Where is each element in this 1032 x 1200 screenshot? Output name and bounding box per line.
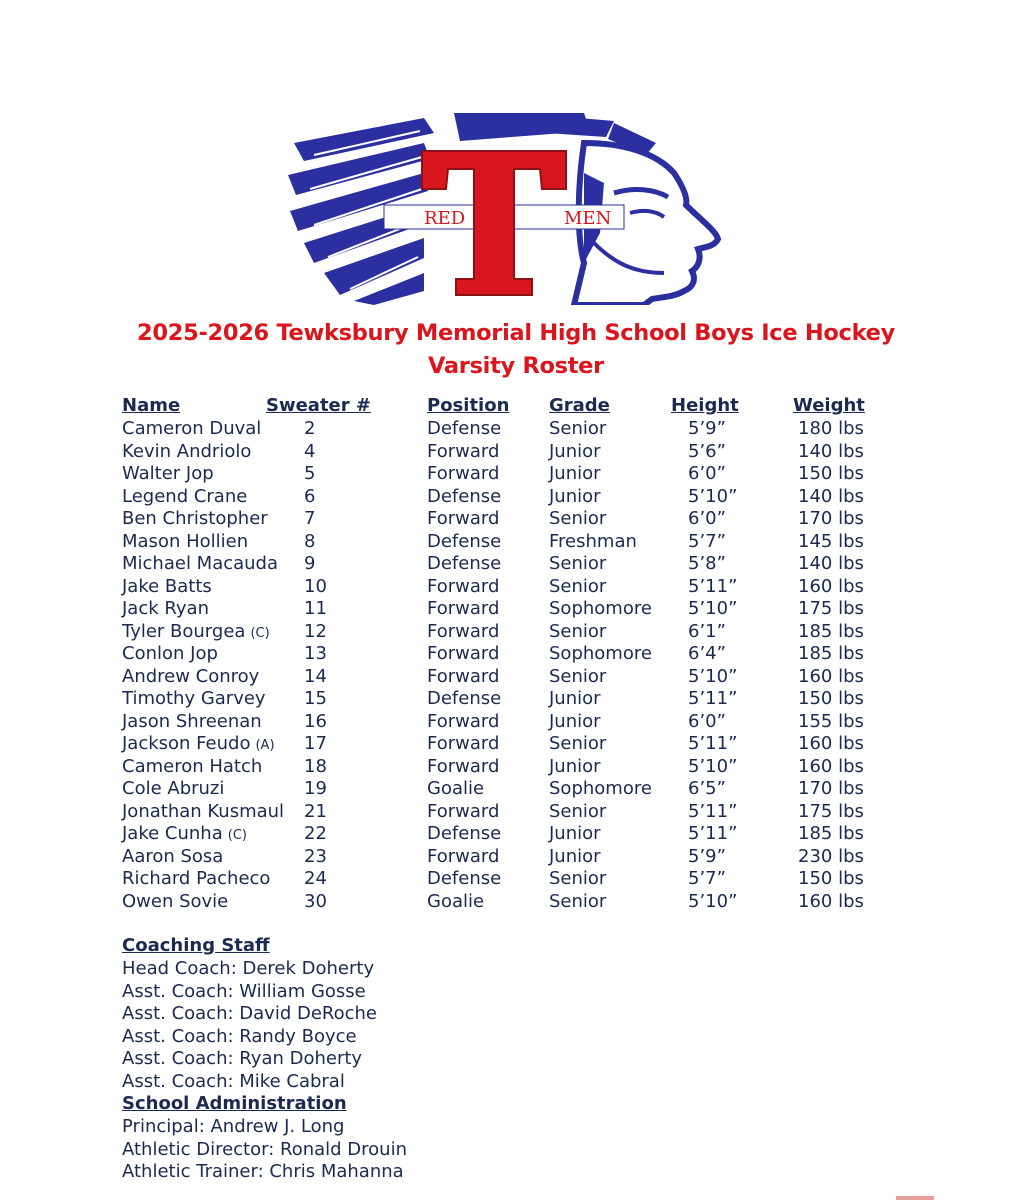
- player-name-text: Ben Christopher: [122, 508, 268, 529]
- player-position: Forward: [427, 620, 500, 642]
- player-height: 6’4”: [688, 643, 726, 664]
- logo-banner-right: MEN: [564, 208, 612, 229]
- player-weight: 140 lbs: [798, 553, 864, 574]
- captain-badge: (A): [255, 738, 275, 753]
- player-height: 6’0”: [688, 508, 726, 529]
- header-weight: Weight: [793, 395, 865, 416]
- player-position: Defense: [427, 530, 502, 552]
- table-row: [0, 688, 1032, 711]
- player-height: 5’10”: [688, 598, 738, 619]
- player-number: 5: [304, 463, 316, 484]
- player-position: Forward: [427, 440, 500, 462]
- player-name: [122, 531, 248, 553]
- player-position: Forward: [427, 845, 500, 867]
- player-height: 5’11”: [688, 575, 738, 597]
- player-name: [122, 441, 251, 463]
- player-position: Goalie: [427, 778, 485, 799]
- player-number: 24: [304, 868, 327, 889]
- player-name: [122, 711, 262, 733]
- school-administration-heading: School Administration: [122, 1093, 347, 1114]
- header-name: Name: [122, 395, 181, 416]
- player-name-text: Richard Pacheco: [122, 868, 271, 889]
- table-row: [0, 711, 1032, 734]
- player-height: 6’1”: [688, 620, 726, 642]
- player-number: 7: [304, 508, 316, 529]
- player-number: 9: [304, 553, 316, 574]
- table-row: [0, 576, 1032, 599]
- player-weight: 140 lbs: [798, 440, 864, 462]
- player-name-text: Jake Batts: [122, 575, 212, 597]
- player-name-text: Aaron Sosa: [122, 845, 224, 867]
- player-grade: Junior: [549, 755, 601, 777]
- school-administration-list: [122, 1116, 407, 1184]
- player-position: Defense: [427, 553, 502, 574]
- player-number: 17: [304, 733, 327, 754]
- player-position: Forward: [427, 800, 500, 822]
- player-number: 16: [304, 710, 327, 732]
- player-height: 6’0”: [688, 710, 726, 732]
- player-number: 12: [304, 620, 327, 642]
- captain-badge: (C): [227, 828, 247, 843]
- list-item: Principal: Andrew J. Long: [122, 1116, 345, 1137]
- page-subtitle: Varsity Roster: [428, 353, 604, 379]
- list-item: Asst. Coach: Ryan Doherty: [122, 1048, 363, 1069]
- player-name-text: Cameron Hatch: [122, 755, 263, 777]
- list-item: Asst. Coach: Randy Boyce: [122, 1025, 357, 1047]
- player-weight: 175 lbs: [798, 598, 864, 619]
- table-row: [0, 756, 1032, 779]
- player-name-text: Michael Macauda: [122, 553, 279, 574]
- player-position: Forward: [427, 575, 500, 597]
- player-name-text: Conlon Jop: [122, 643, 218, 664]
- player-grade: Senior: [549, 553, 607, 574]
- table-row: [0, 778, 1032, 801]
- header-grade: Grade: [549, 395, 610, 416]
- player-grade: Junior: [549, 463, 601, 484]
- table-row: [0, 891, 1032, 914]
- player-name: [122, 553, 278, 575]
- player-grade: Senior: [549, 508, 607, 529]
- player-grade: Sophomore: [549, 643, 652, 664]
- player-weight: 170 lbs: [798, 778, 864, 799]
- player-name-text: Mason Hollien: [122, 530, 249, 552]
- player-name-text: Tyler Bourgea: [122, 620, 246, 642]
- player-name: [122, 801, 284, 823]
- player-name-text: Legend Crane: [122, 485, 248, 507]
- player-position: Forward: [427, 710, 500, 732]
- player-number: 23: [304, 845, 327, 867]
- player-name-text: Walter Jop: [122, 463, 214, 484]
- list-item: Asst. Coach: William Gosse: [122, 980, 366, 1002]
- table-row: [0, 531, 1032, 554]
- player-name: [122, 418, 261, 440]
- player-grade: Junior: [549, 485, 601, 507]
- player-name: [122, 868, 270, 890]
- player-height: 5’10”: [688, 755, 738, 777]
- player-weight: 160 lbs: [798, 665, 864, 687]
- player-name: [122, 598, 209, 620]
- player-position: Goalie: [427, 890, 485, 912]
- player-grade: Senior: [549, 620, 607, 642]
- player-grade: Freshman: [549, 530, 637, 552]
- logo-banner-left: RED: [424, 208, 466, 229]
- player-position: Defense: [427, 823, 502, 844]
- captain-badge: (C): [250, 625, 270, 641]
- player-height: 5’10”: [688, 485, 738, 507]
- list-item: Head Coach: Derek Doherty: [122, 958, 375, 979]
- roster-table: [0, 418, 1032, 913]
- player-grade: Senior: [549, 733, 607, 754]
- player-number: 13: [304, 643, 327, 664]
- list-item: Asst. Coach: David DeRoche: [122, 1003, 377, 1024]
- player-name-text: Jackson Feudo: [122, 733, 251, 754]
- player-height: 5’9”: [688, 418, 726, 439]
- player-height: 6’0”: [688, 463, 726, 484]
- player-weight: 145 lbs: [798, 530, 864, 552]
- player-name: [122, 891, 228, 913]
- player-number: 8: [304, 530, 316, 552]
- player-number: 10: [304, 575, 327, 597]
- player-grade: Junior: [549, 440, 601, 462]
- player-weight: 185 lbs: [798, 823, 864, 844]
- table-row: [0, 666, 1032, 689]
- player-height: 5’11”: [688, 688, 738, 709]
- player-name-text: Timothy Garvey: [122, 688, 266, 709]
- player-name: [122, 576, 212, 598]
- player-height: 5’10”: [688, 665, 738, 687]
- player-grade: Junior: [549, 688, 601, 709]
- player-name: [122, 778, 224, 800]
- player-grade: Junior: [549, 845, 601, 867]
- player-height: 5’11”: [688, 733, 738, 754]
- player-number: 30: [304, 890, 327, 912]
- player-position: Forward: [427, 733, 500, 754]
- player-number: 19: [304, 778, 327, 799]
- player-number: 4: [304, 440, 316, 462]
- player-height: 6’5”: [688, 778, 726, 799]
- player-height: 5’9”: [688, 845, 726, 867]
- table-row: [0, 508, 1032, 531]
- table-row: [0, 846, 1032, 869]
- player-number: 18: [304, 755, 327, 777]
- table-row: [0, 823, 1032, 846]
- player-height: 5’7”: [688, 530, 726, 552]
- player-name: [122, 621, 270, 645]
- list-item: Asst. Coach: Mike Cabral: [122, 1070, 345, 1092]
- player-weight: 150 lbs: [798, 463, 864, 484]
- page-title: 2025-2026 Tewksbury Memorial High School Boys Ice Hockey: [137, 320, 895, 346]
- player-name: [122, 733, 275, 757]
- corner-mark: [896, 1196, 934, 1200]
- player-name-text: Jonathan Kusmaul: [122, 800, 285, 822]
- player-height: 5’11”: [688, 823, 738, 844]
- table-row: [0, 418, 1032, 441]
- list-item: Athletic Director: Ronald Drouin: [122, 1138, 407, 1160]
- player-number: 6: [304, 485, 316, 507]
- player-grade: Junior: [549, 710, 601, 732]
- player-weight: 185 lbs: [798, 620, 864, 642]
- player-grade: Senior: [549, 890, 607, 912]
- player-position: Defense: [427, 688, 502, 709]
- list-item: Athletic Trainer: Chris Mahanna: [122, 1161, 404, 1182]
- player-position: Defense: [427, 418, 502, 439]
- player-name: [122, 756, 262, 778]
- player-weight: 150 lbs: [798, 688, 864, 709]
- player-name: [122, 846, 223, 868]
- player-number: 2: [304, 418, 316, 439]
- player-name: [122, 643, 218, 665]
- player-grade: Senior: [549, 418, 607, 439]
- player-height: 5’10”: [688, 890, 738, 912]
- coaching-staff-list: [122, 958, 377, 1093]
- coaching-staff-heading: Coaching Staff: [122, 935, 270, 956]
- player-grade: Senior: [549, 575, 607, 597]
- table-row: [0, 598, 1032, 621]
- player-grade: Senior: [549, 868, 607, 889]
- player-position: Forward: [427, 463, 500, 484]
- player-name: [122, 508, 268, 530]
- player-weight: 185 lbs: [798, 643, 864, 664]
- player-number: 11: [304, 598, 327, 619]
- header-height: Height: [671, 395, 739, 416]
- player-name: [122, 486, 247, 508]
- table-row: [0, 801, 1032, 824]
- table-row: [0, 621, 1032, 644]
- team-logo: [284, 113, 732, 305]
- player-grade: Sophomore: [549, 598, 652, 619]
- table-row: [0, 733, 1032, 756]
- player-name-text: Cameron Duval: [122, 418, 262, 439]
- table-row: [0, 553, 1032, 576]
- player-height: 5’8”: [688, 553, 726, 574]
- player-name-text: Jake Cunha: [122, 823, 223, 844]
- player-grade: Sophomore: [549, 778, 652, 799]
- header-sweater: Sweater #: [266, 395, 371, 416]
- player-name-text: Jack Ryan: [122, 598, 209, 619]
- player-number: 22: [304, 823, 327, 844]
- player-grade: Senior: [549, 665, 607, 687]
- player-position: Forward: [427, 643, 500, 664]
- player-height: 5’6”: [688, 440, 726, 462]
- player-name: [122, 666, 259, 688]
- player-weight: 160 lbs: [798, 755, 864, 777]
- player-name-text: Jason Shreenan: [122, 710, 262, 732]
- player-height: 5’7”: [688, 868, 726, 889]
- player-name-text: Owen Sovie: [122, 890, 229, 912]
- table-row: [0, 441, 1032, 464]
- header-position: Position: [427, 395, 510, 416]
- player-name-text: Cole Abruzi: [122, 778, 225, 799]
- player-name-text: Andrew Conroy: [122, 665, 260, 687]
- player-number: 14: [304, 665, 327, 687]
- player-position: Forward: [427, 598, 500, 619]
- table-row: [0, 463, 1032, 486]
- player-position: Defense: [427, 868, 502, 889]
- player-number: 15: [304, 688, 327, 709]
- table-row: [0, 643, 1032, 666]
- player-weight: 150 lbs: [798, 868, 864, 889]
- table-row: [0, 868, 1032, 891]
- player-name-text: Kevin Andriolo: [122, 440, 252, 462]
- player-weight: 160 lbs: [798, 890, 864, 912]
- player-name: [122, 823, 247, 847]
- player-name: [122, 463, 214, 485]
- table-row: [0, 486, 1032, 509]
- player-name: [122, 688, 266, 710]
- player-weight: 160 lbs: [798, 733, 864, 754]
- player-position: Forward: [427, 755, 500, 777]
- player-grade: Junior: [549, 823, 601, 844]
- player-weight: 155 lbs: [798, 710, 864, 732]
- player-position: Defense: [427, 485, 502, 507]
- player-weight: 140 lbs: [798, 485, 864, 507]
- player-number: 21: [304, 800, 327, 822]
- player-weight: 170 lbs: [798, 508, 864, 529]
- player-weight: 180 lbs: [798, 418, 864, 439]
- player-position: Forward: [427, 665, 500, 687]
- player-weight: 160 lbs: [798, 575, 864, 597]
- player-position: Forward: [427, 508, 500, 529]
- player-weight: 230 lbs: [798, 845, 864, 867]
- player-weight: 175 lbs: [798, 800, 864, 822]
- player-grade: Senior: [549, 800, 607, 822]
- player-height: 5’11”: [688, 800, 738, 822]
